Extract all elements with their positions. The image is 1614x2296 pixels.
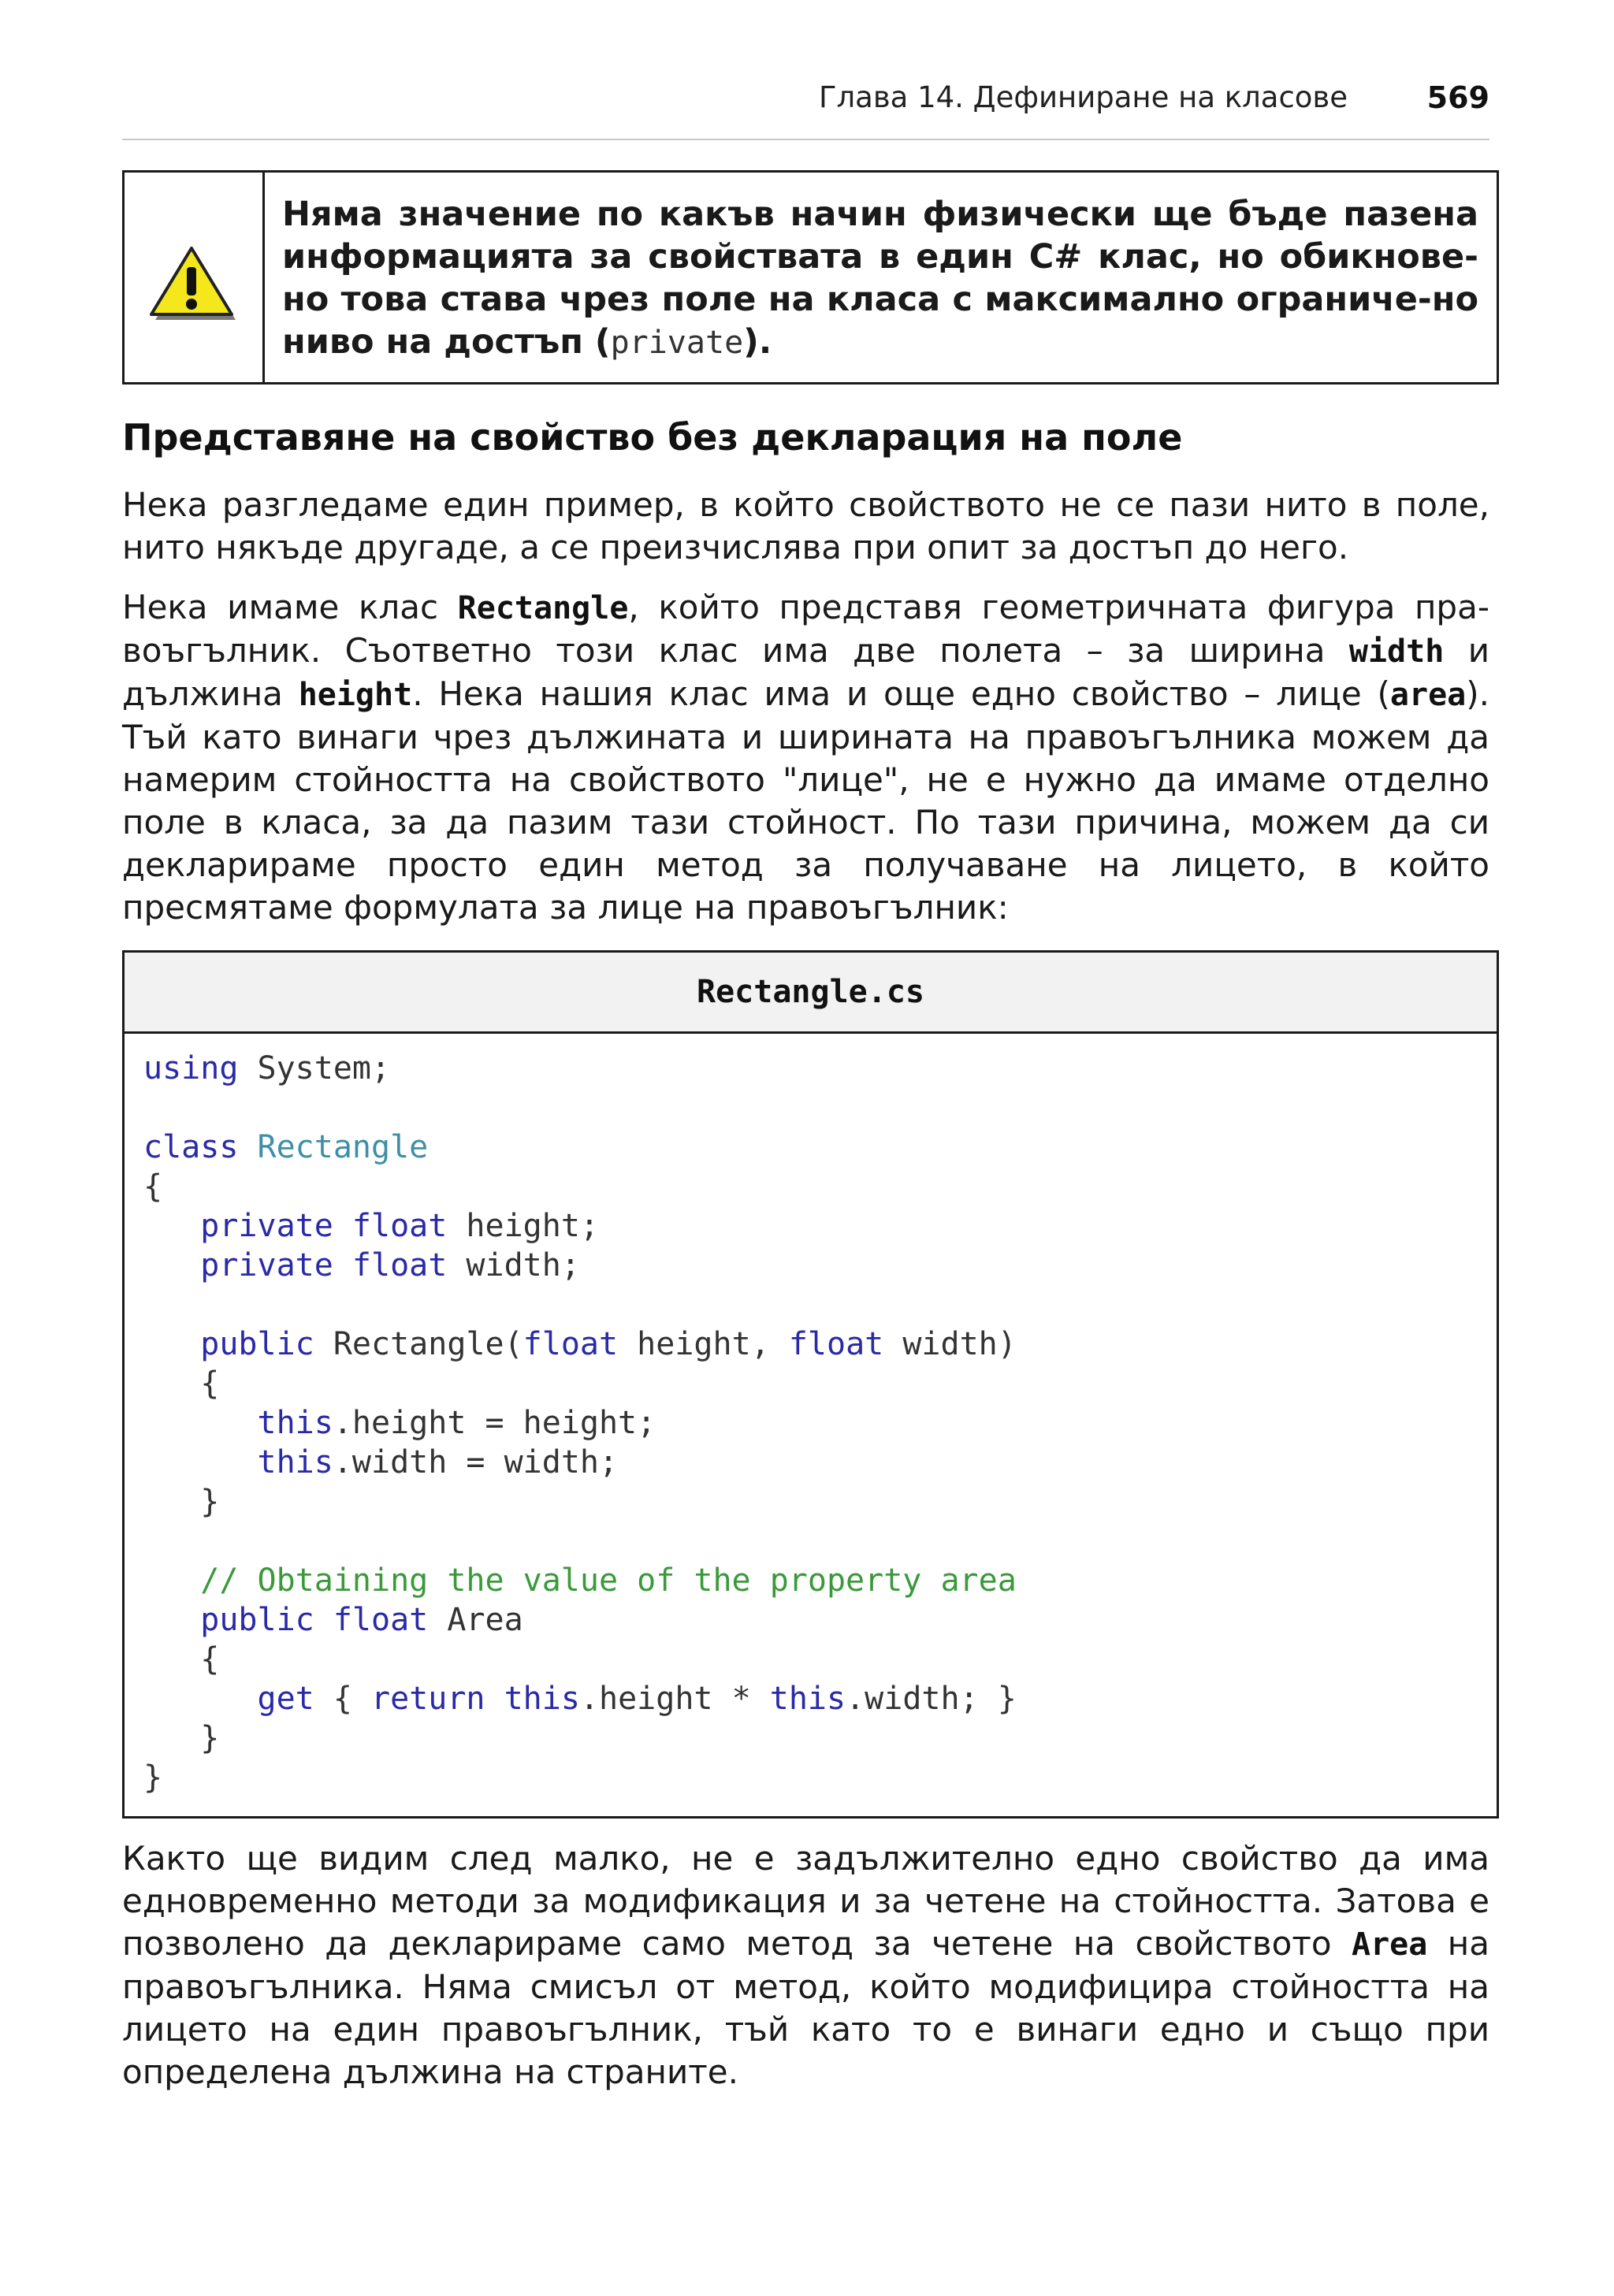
code-token: .height * [579, 1681, 770, 1717]
code-line [143, 1640, 1017, 1679]
code-line [143, 1718, 1017, 1758]
code-token: // Obtaining the value of the property area [200, 1562, 1017, 1599]
code-token [143, 1405, 258, 1441]
code-token: Rectangle [257, 1129, 429, 1165]
inline-code: Area [1351, 1926, 1428, 1963]
code-line [143, 1246, 1017, 1285]
code-line [143, 1324, 1017, 1364]
running-header [122, 80, 1489, 140]
page-number: 569 [1426, 80, 1489, 115]
code-token: float [351, 1208, 448, 1244]
code-token [143, 1326, 200, 1362]
code-token: this [257, 1405, 333, 1441]
code-token: System; [238, 1050, 391, 1087]
code-line [143, 1128, 1017, 1167]
paragraph-rectangle: Нека имаме клас Rectangle, който представя геометричната фигура пра-воъгълник. Съответно този клас има две полета – за ширина width и дължина height. Нека нашия клас има и още едно свойство – лице (area). Тъй като винаги чрез дължината и ширината на правоъгълника можем да намерим стойността на свойството "лице", не е нужно да имаме отделно поле в класа, за да пазим тази стойност. По тази причина, можем да си декларираме просто един метод за получаване на лицето, в който пресмятаме формулата за лице на правоъгълник: [122, 588, 1489, 927]
code-token: float [333, 1602, 429, 1638]
paragraph-conclusion: Както ще видим след малко, не е задължително едно свойство да има едновременно методи за модификация и за четене на стойността. Затова е позволено да декларираме само метод за четене на свойството Area на правоъгълника. Няма смисъл от метод, който модифицира стойността на лицето на един правоъгълник, тъй като то е винаги едно и също при определена дължина на страните. [122, 1839, 1489, 2091]
code-token [143, 1444, 258, 1481]
code-line [143, 1167, 1017, 1206]
section-heading: Представяне на свойство без декларация на поле [122, 416, 1183, 459]
code-token: float [523, 1326, 619, 1362]
code-token: { [143, 1168, 163, 1205]
note-icon-cell [125, 173, 265, 382]
code-token [143, 1562, 200, 1599]
code-token [143, 1681, 258, 1717]
code-token: height, [618, 1326, 789, 1362]
code-token: Rectangle( [314, 1326, 523, 1362]
code-line [143, 1561, 1017, 1600]
code-token: width) [883, 1326, 1017, 1362]
code-line [143, 1521, 1017, 1561]
code-token: this [769, 1681, 846, 1717]
code-token: return [371, 1681, 485, 1717]
code-token: private [200, 1208, 333, 1244]
code-line [143, 1679, 1017, 1718]
inline-code: width [1348, 633, 1445, 670]
code-filename: Rectangle.cs [697, 974, 924, 1010]
code-line [143, 1482, 1017, 1521]
warning-note-box [122, 170, 1499, 385]
code-line [143, 1049, 1017, 1088]
chapter-title: Глава 14. Дефиниране на класове [818, 80, 1348, 114]
note-keyword: private [610, 325, 744, 361]
code-token [238, 1129, 257, 1165]
code-token [333, 1247, 352, 1284]
warning-icon [145, 243, 238, 322]
code-line [143, 1364, 1017, 1403]
note-text: Няма значение по какъв начин физически ще бъде пазена информацията за свойствата в един C# клас, но обикнове-но това става чрез поле на класа с максимално ограниче-но ниво на достъп (private). [282, 195, 1478, 362]
code-line [143, 1443, 1017, 1482]
inline-code: area [1389, 677, 1467, 713]
code-token: get [257, 1681, 314, 1717]
paragraph-intro: Нека разгледаме един пример, в който свойството не се пази нито в поле, нито някъде другаде, а се преизчислява при опит за достъп до него. [122, 485, 1489, 567]
code-token: this [257, 1444, 333, 1481]
code-token [485, 1681, 504, 1717]
code-line [143, 1600, 1017, 1640]
code-token: { [314, 1681, 371, 1717]
code-token: { [143, 1365, 220, 1402]
code-token: } [143, 1720, 220, 1756]
code-listing [122, 950, 1499, 1819]
code-token [143, 1208, 200, 1244]
code-listing-header [125, 953, 1497, 1034]
code-token [143, 1602, 200, 1638]
code-token: Area [428, 1602, 523, 1638]
code-token [333, 1208, 352, 1244]
code-token [143, 1247, 200, 1284]
code-line [143, 1403, 1017, 1443]
code-line [143, 1758, 1017, 1797]
code-line [143, 1088, 1017, 1128]
code-token: public [200, 1326, 314, 1362]
code-token: public [200, 1602, 314, 1638]
code-token: .height = height; [333, 1405, 656, 1441]
code-token: height; [447, 1208, 599, 1244]
code-token: this [504, 1681, 580, 1717]
code-token: .width = width; [333, 1444, 619, 1481]
code-token: using [143, 1050, 239, 1087]
code-token: } [143, 1484, 220, 1520]
code-body [143, 1049, 1017, 1797]
code-token: private [200, 1247, 333, 1284]
code-token: width; [447, 1247, 580, 1284]
code-line [143, 1206, 1017, 1246]
code-token: { [143, 1641, 220, 1677]
code-token: float [351, 1247, 448, 1284]
code-token: float [788, 1326, 884, 1362]
code-token: } [143, 1759, 163, 1796]
code-token: .width; } [846, 1681, 1017, 1717]
code-token [314, 1602, 333, 1638]
inline-code: Rectangle [457, 590, 629, 626]
code-token: class [143, 1129, 239, 1165]
inline-code: height [298, 677, 413, 713]
code-line [143, 1285, 1017, 1324]
